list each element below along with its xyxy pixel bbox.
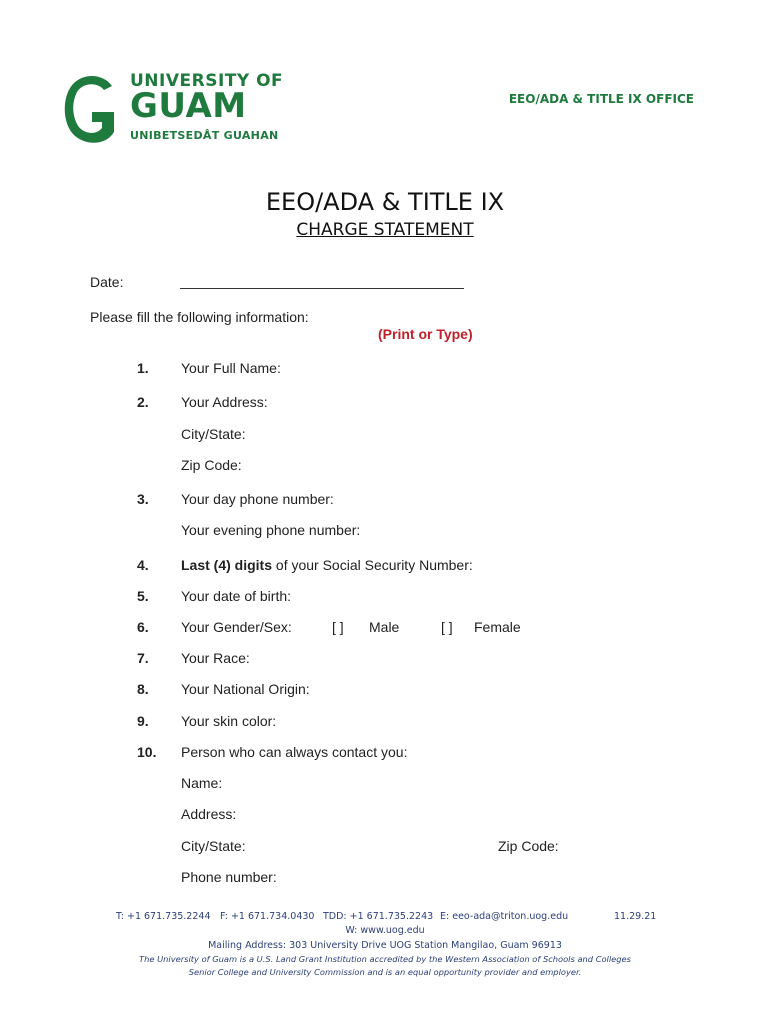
male-checkbox[interactable]: [ ] [332,619,344,635]
office-name: EEO/ADA & TITLE IX OFFICE [508,92,694,106]
item-number: 9. [137,713,149,729]
ssn-label [181,557,473,573]
contact-name-label: Name: [181,775,223,791]
female-checkbox[interactable]: [ ] [441,619,453,635]
item-number: 3. [137,491,149,507]
item-number: 8. [137,681,149,697]
date-field[interactable] [180,288,464,289]
item-number: 2. [137,394,149,410]
dob-label: Your date of birth: [181,588,292,604]
contact-phone-label: Phone number: [181,869,277,885]
date-label: Date: [90,274,124,290]
ssn-label-bold: Last (4) digits [181,557,273,573]
address-label: Your Address: [181,394,268,410]
day-phone-label: Your day phone number: [181,491,334,507]
guam-g-emblem-icon [60,68,126,150]
form-title: EEO/ADA & TITLE IX [265,188,505,216]
item-number: 6. [137,619,149,635]
footer-web[interactable]: W: www.uog.edu [345,925,425,936]
footer-fax: F: +1 671.734.0430 [220,911,315,922]
instruction-text: Please fill the following information: [90,309,309,325]
national-origin-label: Your National Origin: [181,681,310,697]
form-subtitle: CHARGE STATEMENT [296,220,474,240]
footer-tel: T: +1 671.735.2244 [116,911,211,922]
footer-mailing: Mailing Address: 303 University Drive UOG Station Mangilao, Guam 96913 [208,940,562,951]
contact-zip-label: Zip Code: [498,838,559,854]
zip-code-label: Zip Code: [181,457,242,473]
ssn-label-rest: of your Social Security Number: [272,557,473,573]
university-logo [60,68,284,150]
logo-line-3: UNIBETSEDÅT GUAHAN [130,129,279,142]
evening-phone-label: Your evening phone number: [181,522,361,538]
item-number: 5. [137,588,149,604]
footer-note-1: The University of Guam is a U.S. Land Grant Institution accredited by the Western Association of Schools and Colleges [139,954,631,964]
contact-city-state-label: City/State: [181,838,246,854]
full-name-label: Your Full Name: [181,360,281,376]
logo-line-1: UNIVERSITY OF [130,71,284,91]
footer-note-2: Senior College and University Commission and is an equal opportunity provider and employer. [188,967,582,977]
footer-tdd: TDD: +1 671.735.2243 [323,911,434,922]
female-label: Female [474,619,521,635]
race-label: Your Race: [181,650,250,666]
male-label: Male [369,619,400,635]
contact-person-label: Person who can always contact you: [181,744,408,760]
city-state-label: City/State: [181,426,246,442]
item-number: 1. [137,360,149,376]
item-number: 4. [137,557,149,573]
item-number: 10. [137,744,157,760]
skin-color-label: Your skin color: [181,713,277,729]
item-number: 7. [137,650,149,666]
contact-address-label: Address: [181,806,237,822]
footer-email[interactable]: E: eeo-ada@triton.uog.edu [440,911,569,922]
gender-label: Your Gender/Sex: [181,619,292,635]
logo-line-2: GUAM [130,86,247,126]
print-note: (Print or Type) [378,326,473,342]
footer-date: 11.29.21 [614,911,657,922]
